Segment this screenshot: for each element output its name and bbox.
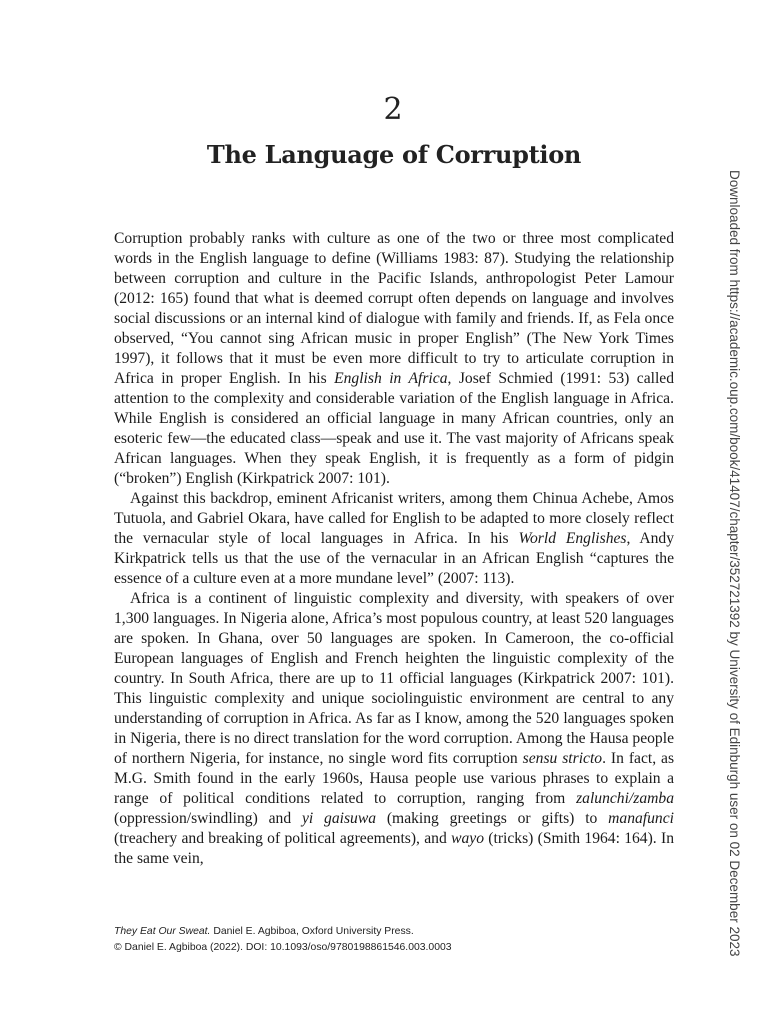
- text-span: , Josef Schmied (1991: 53) called attention to the complexity and considerable variation of the English language in Africa. While English is considered an official language in many African countries, only an esoteric few—the educated class—speak and use it. The vast majority of Africans speak African languages. When they speak English, it is frequently as a form of pidgin (“broken”) English (Kirkpatrick 2007: 101).: [114, 370, 675, 487]
- book-title: They Eat Our Sweat.: [114, 926, 211, 937]
- text-span: (tricks) (Smith 1964: 164). In the same vein,: [114, 830, 674, 867]
- chapter-number: 2: [383, 92, 403, 127]
- italic-span: sensu stricto: [522, 750, 603, 767]
- text-span: (treachery and breaking of political agreements), and: [114, 830, 452, 847]
- paragraph-2: [114, 489, 674, 589]
- paragraph-3: [114, 589, 674, 869]
- text-span: (making greetings or gifts) to: [376, 810, 609, 827]
- body-text: [114, 229, 674, 869]
- text-span: Against this backdrop, eminent Africanist writers, among them Chinua Achebe, Amos Tutuola, and Gabriel Okara, have called for English to be adapted to more closely reflect the vernacular style of local languages in Africa. In his: [114, 490, 674, 547]
- copyright-line: © Daniel E. Agbiboa (2022). DOI: 10.1093/oso/9780198861546.003.0003: [114, 942, 452, 953]
- italic-span: manafunci: [608, 810, 674, 827]
- book-info: Daniel E. Agbiboa, Oxford University Press.: [210, 926, 414, 937]
- paragraph-1: [114, 229, 674, 489]
- page-footer: [114, 924, 674, 956]
- italic-span: yi gaisuwa: [301, 810, 377, 827]
- italic-span: wayo: [451, 830, 484, 847]
- download-watermark: Downloaded from https://academic.oup.com/book/41407/chapter/352721392 by University of Edinburgh user on 02 December 2023: [727, 170, 742, 957]
- text-span: Corruption probably ranks with culture as one of the two or three most complicated words in the English language to define (Williams 1983: 87). Studying the relationship between corruption and culture in the Pacific Islands, anthropologist Peter Lamour (2012: 165) found that what is deemed corrupt often depends on language and involves social discussions or an internal kind of dialogue with family and friends. If, as Fela once observed, “You cannot sing African music in proper English” (The New York Times 1997), it follows that it must be even more difficult to try to articulate corruption in Africa in proper English. In his: [114, 230, 674, 387]
- text-span: . In fact, as M.G. Smith found in the early 1960s, Hausa people use various phrases to explain a range of political conditions related to corruption, ranging from: [114, 750, 675, 807]
- citation-line: [114, 924, 674, 940]
- text-span: Africa is a continent of linguistic complexity and diversity, with speakers of over 1,300 languages. In Nigeria alone, Africa’s most populous country, at least 520 languages are spoken. In Ghana, over 50 languages are spoken. In Cameroon, the co-official European languages of English and French heighten the linguistic complexity of the country. In South Africa, there are up to 11 official languages (Kirkpatrick 2007: 101). This linguistic complexity and unique sociolinguistic environment are central to any understanding of corruption in Africa. As far as I know, among the 520 languages spoken in Nigeria, there is no direct translation for the word corruption. Among the Hausa people of northern Nigeria, for instance, no single word fits corruption: [114, 590, 674, 767]
- italic-span: World Englishes: [518, 530, 627, 547]
- text-span: , Andy Kirkpatrick tells us that the use of the vernacular in an African English “captures the essence of a culture even at a more mundane level” (2007: 113).: [114, 530, 675, 587]
- italic-span: English in Africa: [334, 370, 448, 387]
- italic-span: zalunchi/zamba: [576, 790, 674, 807]
- chapter-title: The Language of Corruption: [206, 140, 582, 169]
- text-span: (oppression/swindling) and: [114, 810, 302, 827]
